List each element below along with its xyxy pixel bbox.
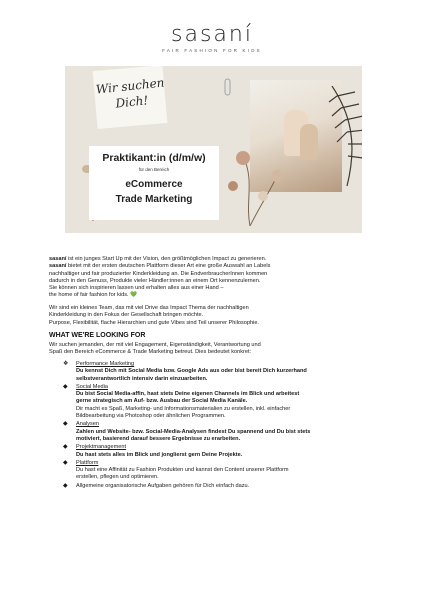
banner-script-line1: Wir suchen [95, 75, 166, 97]
intro-line: the home of fair fashion for kids. 💚 [49, 292, 138, 299]
list-item-text: Allgemeine organisatorische Aufgaben gehören für Dich einfach dazu. [76, 482, 250, 489]
list-item [62, 444, 378, 459]
list-item-text: selbstverantwortlich intensiv darin einzuarbeiten. [76, 375, 208, 382]
photo-child-figure [300, 124, 318, 160]
banner-script-line2: Dich! [114, 93, 149, 111]
list-item-title: Performance Marketing [76, 361, 135, 367]
bullet-icon: ❖ [63, 361, 69, 367]
intro-line: nachhaltiger und fair produzierter Kinderkleidung an. Die EndverbraucherInnen kommen [49, 270, 268, 277]
looking-for-intro-line: Wir suchen jemanden, der mit viel Engagement, Eigenständigkeit, Verantwortung und [49, 342, 261, 348]
bullet-icon: ◆ [63, 459, 68, 466]
bullet-icon: ◆ [63, 444, 68, 451]
intro-line: dadurch in den Genuss, Produkte vieler Händler:innen an einem Ort kennenzulernen. [49, 277, 261, 284]
list-item-text: motiviert, basierend darauf bessere Ergebnisse zu erarbeiten. [76, 435, 241, 442]
list-item [62, 384, 378, 420]
job-area-prefix: für den Bereich [138, 167, 170, 172]
job-area-ecommerce: eCommerce [125, 179, 183, 190]
looking-for-intro-line: Spaß den Bereich eCommerce & Trade Marketing betreut. Dies bedeutet konkret: [49, 349, 252, 356]
intro-line: Sie können sich inspirieren lassen und erhalten alles aus einer Hand – [49, 285, 224, 292]
palm-leaf-icon [327, 86, 362, 186]
list-item-text: Du hast eine Affinität zu Fashion Produkten und kannst den Content unserer Plattform [76, 467, 289, 474]
brand-tagline: FAIR FASHION FOR KIDS [162, 48, 262, 53]
team-section [49, 305, 375, 327]
bullet-icon: ◆ [63, 383, 68, 390]
intro-paragraph-1: sasaní ist ein junges Start Up mit der Vision, den größtmöglichen Impact zu generieren. [49, 256, 267, 262]
list-item-text: erstellen, pflegen und optimieren. [76, 474, 159, 481]
intro-section [49, 256, 375, 300]
section-heading: WHAT WE'RE LOOKING FOR [49, 332, 146, 339]
list-item-text: Du kennst Dich mit Social Media bzw. Google Ads aus oder bist bereit Dich kurzerhand [76, 368, 307, 375]
hero-banner [65, 66, 362, 233]
brand-wordmark: sasaní [171, 22, 253, 47]
team-line: Wir sind ein kleines Team, das mit viel Drive das Impact Thema der nachhaltigen [49, 305, 249, 311]
bullet-icon: ◆ [63, 482, 68, 489]
list-item-title: Plattform [76, 459, 99, 466]
list-item-title: Analysen [76, 421, 100, 428]
dried-flowers-icon [215, 146, 285, 226]
list-item-text: Bildbearbeitung via Photoshop oder ähnlichen Programmen. [76, 413, 226, 420]
brand-logo [0, 22, 424, 53]
job-role: Praktikant:in (d/m/w) [102, 152, 206, 164]
list-item-text: Du hast stets alles im Blick und jonglierst gern Deine Projekte. [76, 451, 243, 458]
looking-for-intro [49, 342, 375, 357]
list-item-title: Projektmanagement [76, 444, 127, 451]
requirements-list [62, 361, 378, 491]
team-line: Kinderkleidung in den Fokus der Gesellschaft bringen möchte. [49, 312, 204, 319]
list-item [62, 421, 378, 443]
list-item-text: Du bist Social Media-affin, hast stets Deine eigenen Channels im Blick und arbeitest [76, 391, 300, 398]
job-title-card [89, 146, 219, 220]
list-item [62, 483, 378, 490]
list-item [62, 361, 378, 383]
bullet-icon: ◆ [63, 421, 68, 428]
paper-clip-icon [223, 78, 233, 98]
list-item [62, 460, 378, 482]
list-item-text: gerne strategisch am Auf- bzw. Ausbau der Social Media Kanäle. [76, 398, 248, 405]
intro-paragraph-2: sasaní bietet mit der ersten deutschen Plattform dieser Art eine große Auswahl an Labels [49, 263, 271, 270]
list-item-text: Dir macht es Spaß, Marketing- und Informationsmaterialien zu erstellen, inkl. einfacher [76, 405, 291, 412]
list-item-title: Social Media [76, 383, 109, 390]
job-area-trade-marketing: Trade Marketing [115, 194, 193, 205]
team-line: Purpose, Flexibilität, flache Hierarchien und gute Vibes sind Teil unserer Philosophie. [49, 319, 259, 326]
list-item-text: Zahlen und Website- bzw. Social-Media-Analysen findest Du spannend und Du bist stets [76, 428, 311, 435]
